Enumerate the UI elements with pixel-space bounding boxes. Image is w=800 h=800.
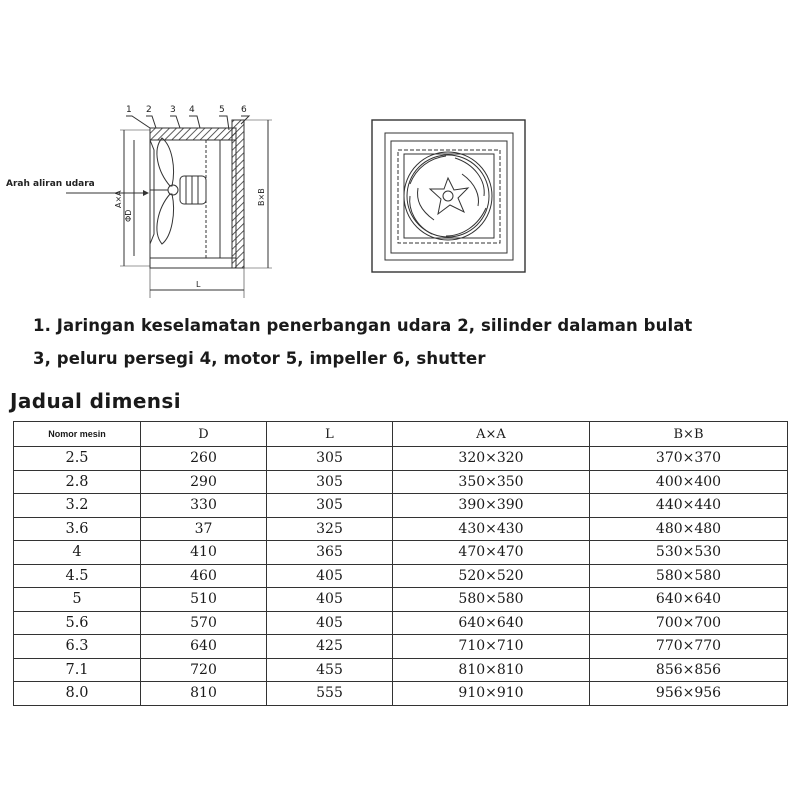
dimension-table [13,421,788,706]
cell-bxb: 370×370 [590,447,788,471]
cell-d: 510 [141,588,267,612]
cell-bxb: 400×400 [590,470,788,494]
table-header-row [14,422,788,447]
front-view-diagram [372,120,525,272]
cell-bxb: 700×700 [590,611,788,635]
cell-l: 305 [267,470,393,494]
table-title: Jadual dimensi [10,389,181,413]
airflow-label: Arah aliran udara [6,179,95,189]
table-row [14,494,788,518]
cell-d: 37 [141,517,267,541]
cell-axa: 580×580 [393,588,590,612]
cell-axa: 710×710 [393,635,590,659]
cell-l: 555 [267,682,393,706]
cell-d: 810 [141,682,267,706]
dim-d-label: ΦD [124,209,133,222]
header-model: Nomor mesin [14,422,141,447]
cell-model: 7.1 [14,658,141,682]
table-row [14,588,788,612]
table-row [14,635,788,659]
cell-axa: 810×810 [393,658,590,682]
header-bxb: B×B [590,422,788,447]
part-label-5: 5 [219,105,225,115]
cell-axa: 910×910 [393,682,590,706]
dim-bxb-label: B×B [257,188,266,206]
cell-bxb: 580×580 [590,564,788,588]
part-label-6: 6 [241,105,247,115]
cell-axa: 640×640 [393,611,590,635]
cell-bxb: 480×480 [590,517,788,541]
cell-model: 6.3 [14,635,141,659]
cell-bxb: 956×956 [590,682,788,706]
cell-axa: 520×520 [393,564,590,588]
cell-axa: 350×350 [393,470,590,494]
cell-l: 405 [267,588,393,612]
table-row [14,470,788,494]
cell-l: 405 [267,611,393,635]
table-row [14,682,788,706]
cell-d: 330 [141,494,267,518]
header-d: D [141,422,267,447]
table-row [14,447,788,471]
parts-caption-line-2: 3, peluru persegi 4, motor 5, impeller 6, shutter [33,349,486,368]
part-label-2: 2 [146,105,152,115]
cell-l: 305 [267,447,393,471]
header-axa: A×A [393,422,590,447]
cell-axa: 390×390 [393,494,590,518]
cell-l: 325 [267,517,393,541]
cell-d: 410 [141,541,267,565]
cell-model: 2.5 [14,447,141,471]
table-row [14,658,788,682]
cell-model: 4.5 [14,564,141,588]
cell-bxb: 640×640 [590,588,788,612]
cell-d: 720 [141,658,267,682]
cell-d: 290 [141,470,267,494]
dim-axa-label: A×A [114,190,123,208]
table-row [14,611,788,635]
cell-bxb: 530×530 [590,541,788,565]
cell-model: 5.6 [14,611,141,635]
fan-diagrams [0,0,800,310]
cell-l: 305 [267,494,393,518]
cell-d: 260 [141,447,267,471]
cell-l: 425 [267,635,393,659]
cell-model: 2.8 [14,470,141,494]
side-view-diagram [6,105,272,298]
part-label-3: 3 [170,105,176,115]
table-row [14,517,788,541]
cell-axa: 470×470 [393,541,590,565]
cell-l: 455 [267,658,393,682]
dim-l-label: L [196,280,201,289]
table-row [14,541,788,565]
cell-d: 570 [141,611,267,635]
cell-model: 4 [14,541,141,565]
parts-caption-line-1: 1. Jaringan keselamatan penerbangan udara 2, silinder dalaman bulat [33,316,693,335]
part-label-1: 1 [126,105,132,115]
cell-model: 8.0 [14,682,141,706]
table-row [14,564,788,588]
cell-d: 460 [141,564,267,588]
cell-axa: 430×430 [393,517,590,541]
cell-l: 365 [267,541,393,565]
cell-model: 3.6 [14,517,141,541]
cell-bxb: 770×770 [590,635,788,659]
cell-bxb: 856×856 [590,658,788,682]
cell-model: 3.2 [14,494,141,518]
cell-l: 405 [267,564,393,588]
header-l: L [267,422,393,447]
cell-axa: 320×320 [393,447,590,471]
cell-bxb: 440×440 [590,494,788,518]
part-label-4: 4 [189,105,195,115]
cell-d: 640 [141,635,267,659]
cell-model: 5 [14,588,141,612]
